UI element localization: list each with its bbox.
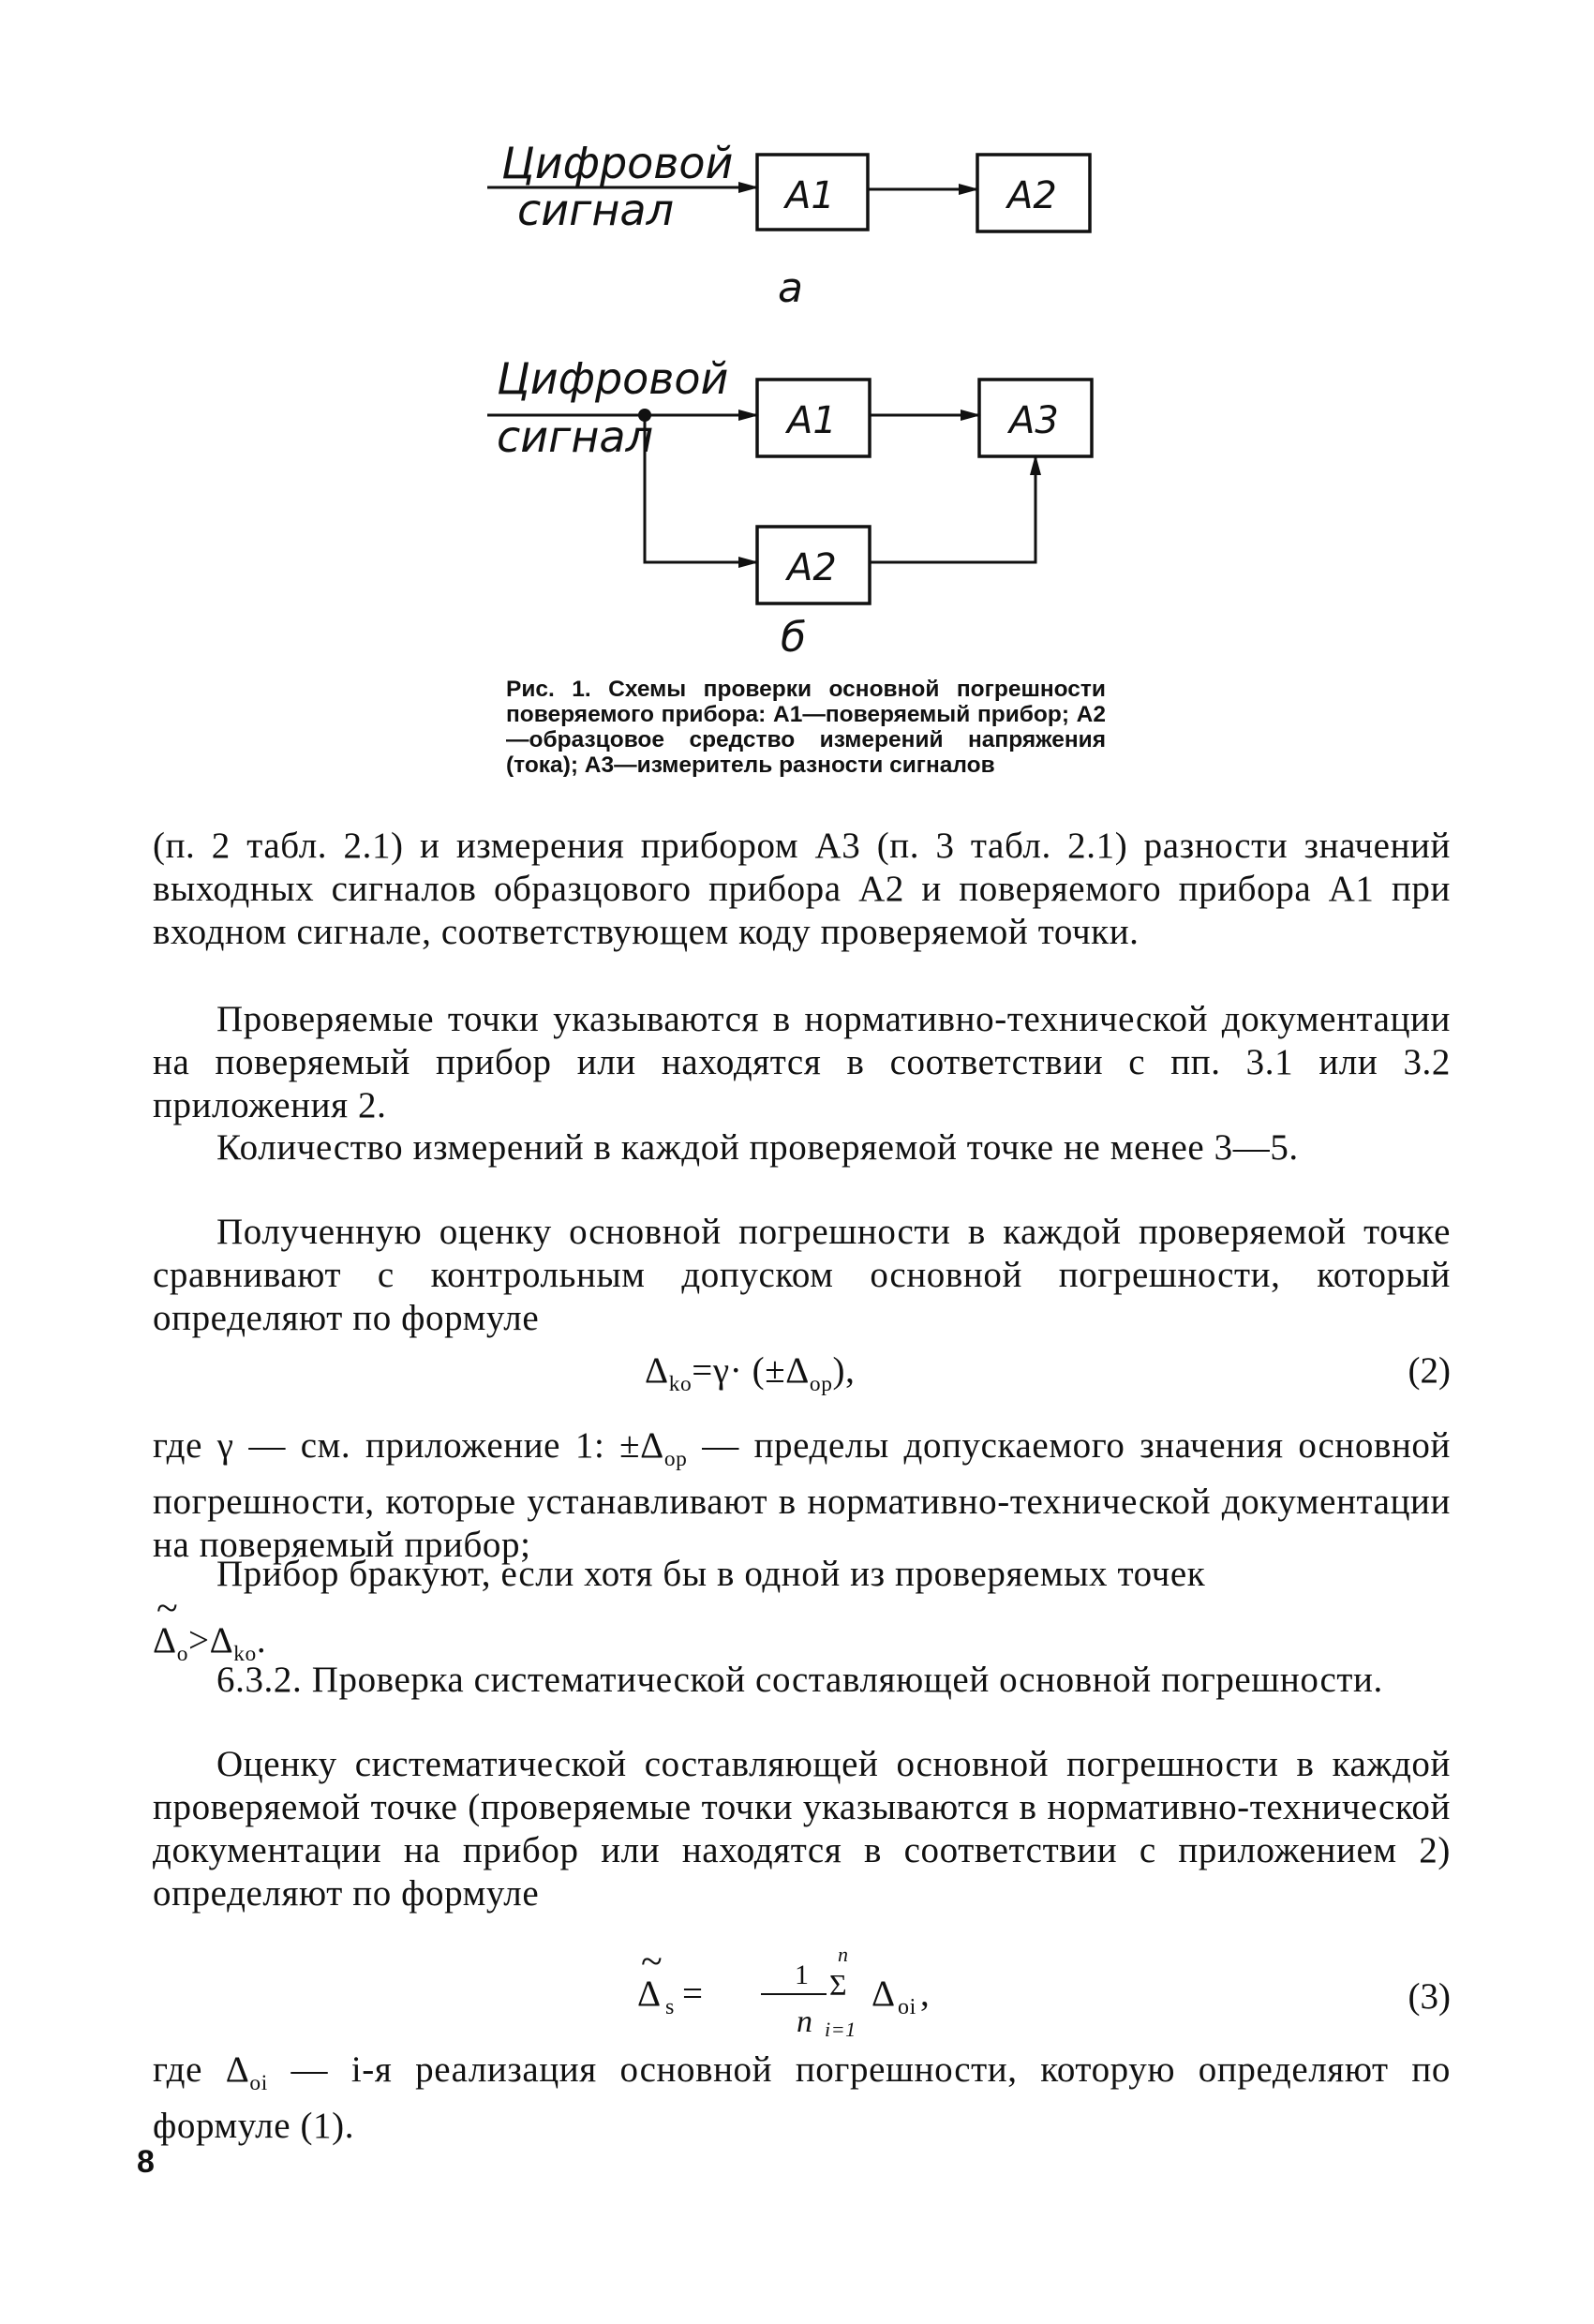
paragraph-5-start: где γ — см. приложение 1: ±Δ: [153, 1425, 664, 1466]
paragraph-9: [153, 2048, 1451, 2148]
panel-b-box-a1-label: A1: [787, 399, 837, 442]
panel-a: [487, 138, 1090, 312]
formula-3-sum: Σ: [829, 1968, 848, 2002]
formula-3-denominator: n: [797, 2004, 813, 2039]
panel-b-input-line1: Цифровой: [497, 353, 729, 404]
paragraph-8: Оценку систематической составляющей основной погрешности в каждой проверяемой точке (проверяемые точки указываются в нормативно-технической документации на прибор или находятся в соответствии с приложением 2) определяют по формуле: [153, 1744, 1451, 1914]
paragraph-5-sub: op: [663, 1446, 688, 1471]
paragraph-7: 6.3.2. Проверка систематической составляющей основной погрешности.: [216, 1660, 1383, 1700]
panel-a-label: а: [778, 264, 803, 312]
panel-b-arrow-to-a2: [645, 415, 757, 562]
paragraph-9-rest: — i-я реализация основной погрешности, которую определяют по формуле (1).: [153, 2049, 1451, 2146]
paragraph-6: Прибор бракуют, если хотя бы в одной из проверяемых точек: [216, 1554, 1206, 1594]
paragraph-1: (п. 2 табл. 2.1) и измерения прибором A3 (п. 3 табл. 2.1) разности значений выходных сигналов образцового прибора A2 и поверяемого прибора A1 при входном сигнале, соответствующем коду проверяемой точки.: [153, 826, 1451, 952]
equation-number-3: (3): [1408, 1976, 1451, 2017]
formula-3-term: Δ: [871, 1974, 896, 2014]
formula-3-end: ,: [920, 1974, 931, 2014]
condition-delta-ko-sub: ko: [233, 1641, 257, 1666]
paragraph-9-sub: oi: [249, 2070, 268, 2095]
panel-b-box-a2-label: A2: [787, 546, 837, 589]
panel-b: [487, 353, 1092, 662]
condition-operator: >Δ: [187, 1620, 234, 1661]
panel-b-arrow-a2-a3: [870, 456, 1035, 562]
formula-3-sum-top: n: [838, 1943, 849, 1966]
panel-a-box-a2-label: A2: [1007, 174, 1057, 217]
formula-3-numerator: 1: [795, 1959, 810, 1990]
formula-3-sum-bottom: i=1: [825, 2018, 857, 2041]
formula-3-term-sub: oi: [898, 1995, 916, 2019]
formula-3: [637, 1944, 1031, 2048]
panel-b-box-a3-label: A3: [1009, 399, 1059, 442]
page-number: 8: [137, 2144, 155, 2180]
paragraph-2: Проверяемые точки указываются в нормативно-технической документации на поверяемый прибор или находятся в соответствии с пп. 3.1 или 3.2 приложения 2.: [153, 999, 1451, 1125]
paragraph-5-rest: — пределы допускаемого значения основной погрешности, которые устанавливают в нормативно-технической документации на поверяемый прибор;: [153, 1425, 1452, 1565]
panel-a-input-line1: Цифровой: [501, 138, 734, 188]
caption-prefix: Рис. 1.: [506, 677, 591, 702]
condition-delta-o: ~ Δ: [153, 1619, 177, 1662]
panel-a-box-a1-label: A1: [785, 174, 835, 217]
formula-2-end: ),: [832, 1350, 856, 1391]
paragraph-9-start: где Δ: [153, 2049, 250, 2090]
panel-a-input-line2: сигнал: [517, 185, 675, 235]
condition-delta-o-sub: o: [176, 1641, 188, 1666]
formula-2: [645, 1349, 855, 1406]
equation-number-2: (2): [1408, 1350, 1451, 1391]
panel-b-label: б: [781, 614, 807, 662]
formula-3-lhs: ~ Δ: [637, 1973, 662, 2016]
paragraph-4: Полученную оценку основной погрешности в каждой проверяемой точке сравнивают с контрольным допуском основной погрешности, который определяют по формуле: [153, 1212, 1451, 1338]
formula-2-lhs-sub: ko: [668, 1371, 693, 1396]
formula-3-fraction-bar: [761, 1993, 827, 1995]
formula-3-lhs-sub: s: [665, 1995, 675, 2019]
paragraph-3: Количество измерений в каждой проверяемой точке не менее 3—5.: [216, 1127, 1299, 1168]
formula-3-equals: =: [682, 1974, 704, 2014]
condition-end: .: [256, 1620, 267, 1661]
paragraph-5: [153, 1424, 1451, 1567]
formula-2-mid: =γ· (±Δ: [692, 1350, 810, 1391]
formula-2-lhs: Δ: [645, 1350, 669, 1391]
formula-2-mid-sub: op: [809, 1371, 833, 1396]
panel-b-input-line2: сигнал: [497, 411, 654, 462]
caption-text: Схемы проверки основной погрешности поверяемого прибора: A1—поверяемый прибор; A2—образцовое средство измерений напряжения (тока); A3—измеритель разности сигналов: [506, 677, 1106, 778]
figure-caption: [506, 677, 1106, 778]
